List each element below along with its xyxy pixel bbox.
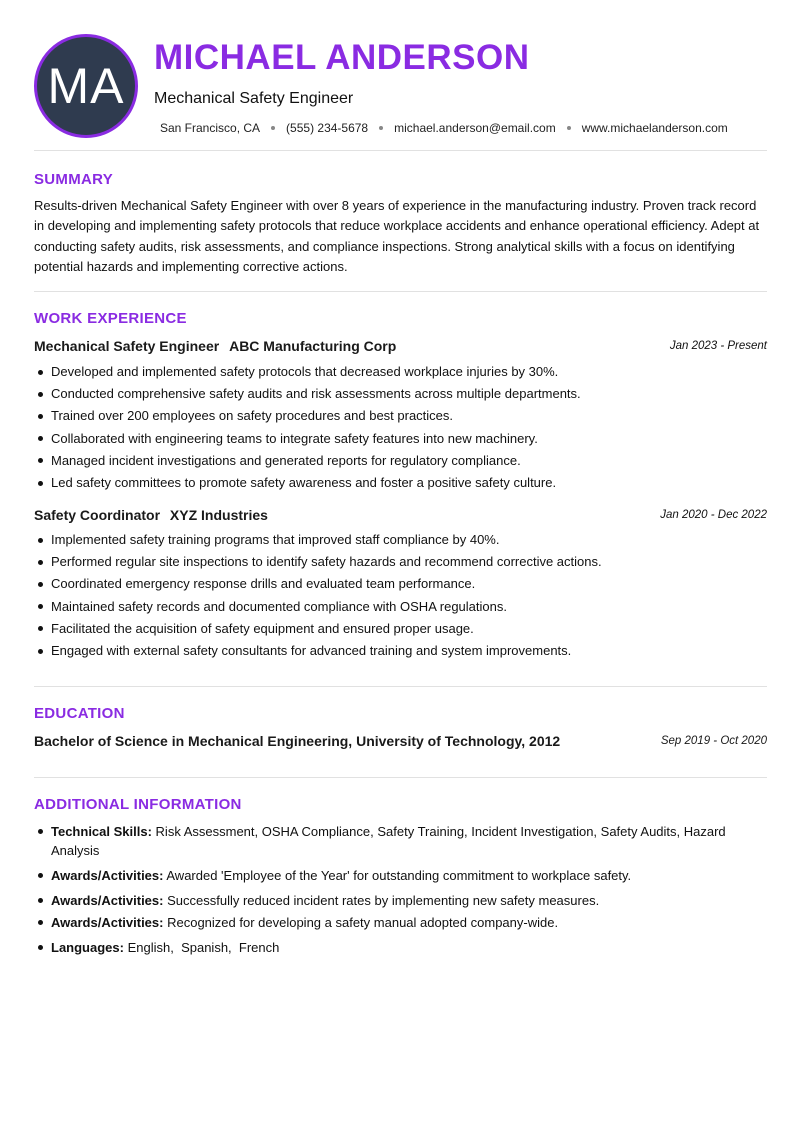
contact-line xyxy=(160,121,728,135)
contact-location: San Francisco, CA xyxy=(160,121,261,135)
item-label: Languages: xyxy=(51,940,124,955)
item-text: Awarded 'Employee of the Year' for outstanding commitment to workplace safety. xyxy=(166,868,632,883)
item-label: Awards/Activities: xyxy=(51,868,164,883)
list-item xyxy=(34,866,767,885)
job-date: Jan 2023 - Present xyxy=(669,340,767,352)
job-bullets xyxy=(34,529,767,662)
item-text: Successfully reduced incident rates by implementing new safety measures. xyxy=(167,893,600,908)
list-item: Implemented safety training programs that improved staff compliance by 40%. xyxy=(34,529,767,551)
list-item: Collaborated with engineering teams to integrate safety features into new machinery. xyxy=(34,428,767,450)
avatar-initials: MA xyxy=(47,58,125,114)
list-item: Led safety committees to promote safety awareness and foster a positive safety culture. xyxy=(34,472,767,494)
summary-heading: SUMMARY xyxy=(34,171,114,188)
resume-header xyxy=(34,34,767,138)
additional-info-heading: ADDITIONAL INFORMATION xyxy=(34,796,242,813)
list-item xyxy=(34,891,767,910)
education-heading: EDUCATION xyxy=(34,705,125,722)
section-divider xyxy=(34,686,767,687)
list-item: Performed regular site inspections to identify safety hazards and recommend corrective actions. xyxy=(34,551,767,573)
list-item: Engaged with external safety consultants for advanced training and system improvements. xyxy=(34,640,767,662)
section-divider xyxy=(34,777,767,778)
job-title: Safety Coordinator xyxy=(34,507,161,523)
section-divider xyxy=(34,150,767,151)
item-text: English, Spanish, French xyxy=(127,940,280,955)
education-degree: Bachelor of Science in Mechanical Engineering, University of Technology, 2012 xyxy=(34,733,561,749)
job-company: XYZ Industries xyxy=(169,507,268,523)
separator-dot xyxy=(379,126,383,130)
list-item: Maintained safety records and documented compliance with OSHA regulations. xyxy=(34,596,767,618)
contact-phone: (555) 234-5678 xyxy=(286,121,369,135)
job-header xyxy=(34,507,767,523)
item-label: Awards/Activities: xyxy=(51,915,164,930)
list-item: Coordinated emergency response drills and evaluated team performance. xyxy=(34,573,767,595)
job-header xyxy=(34,338,767,354)
list-item: Managed incident investigations and generated reports for regulatory compliance. xyxy=(34,450,767,472)
item-text: Risk Assessment, OSHA Compliance, Safety Training, Incident Investigation, Safety Audits, Hazard Analysis xyxy=(51,824,726,858)
list-item: Facilitated the acquisition of safety equipment and ensured proper usage. xyxy=(34,618,767,640)
candidate-role: Mechanical Safety Engineer xyxy=(154,90,354,107)
experience-heading: WORK EXPERIENCE xyxy=(34,310,187,327)
summary-text: Results-driven Mechanical Safety Engineer with over 8 years of experience in the manufacturing industry. Proven track record in developing and implementing safety protocols that reduce workplace accidents and enhance operational efficiency. Adept at conducting safety audits, risk assessments, and compliance inspections. Strong analytical skills with a focus on identifying potential hazards and implementing corrective actions. xyxy=(34,198,760,274)
item-label: Awards/Activities: xyxy=(51,893,164,908)
list-item: Trained over 200 employees on safety procedures and best practices. xyxy=(34,405,767,427)
item-text: Recognized for developing a safety manual adopted company-wide. xyxy=(167,915,559,930)
list-item xyxy=(34,938,767,957)
item-label: Technical Skills: xyxy=(51,824,152,839)
job-bullets xyxy=(34,361,767,494)
job-company: ABC Manufacturing Corp xyxy=(229,338,397,354)
separator-dot xyxy=(567,126,571,130)
list-item xyxy=(34,822,767,860)
additional-info-list xyxy=(34,822,767,963)
contact-website[interactable]: www.michaelanderson.com xyxy=(581,121,728,135)
job-title: Mechanical Safety Engineer xyxy=(34,338,220,354)
job-date: Jan 2020 - Dec 2022 xyxy=(660,509,767,521)
list-item: Developed and implemented safety protocols that decreased workplace injuries by 30%. xyxy=(34,361,767,383)
section-divider xyxy=(34,291,767,292)
education-entry xyxy=(34,733,767,749)
list-item xyxy=(34,913,767,932)
education-date: Sep 2019 - Oct 2020 xyxy=(660,735,767,747)
candidate-name: MICHAEL ANDERSON xyxy=(154,38,530,77)
list-item: Conducted comprehensive safety audits and risk assessments across multiple departments. xyxy=(34,383,767,405)
contact-email[interactable]: michael.anderson@email.com xyxy=(394,121,556,135)
separator-dot xyxy=(271,126,275,130)
avatar xyxy=(34,34,138,138)
